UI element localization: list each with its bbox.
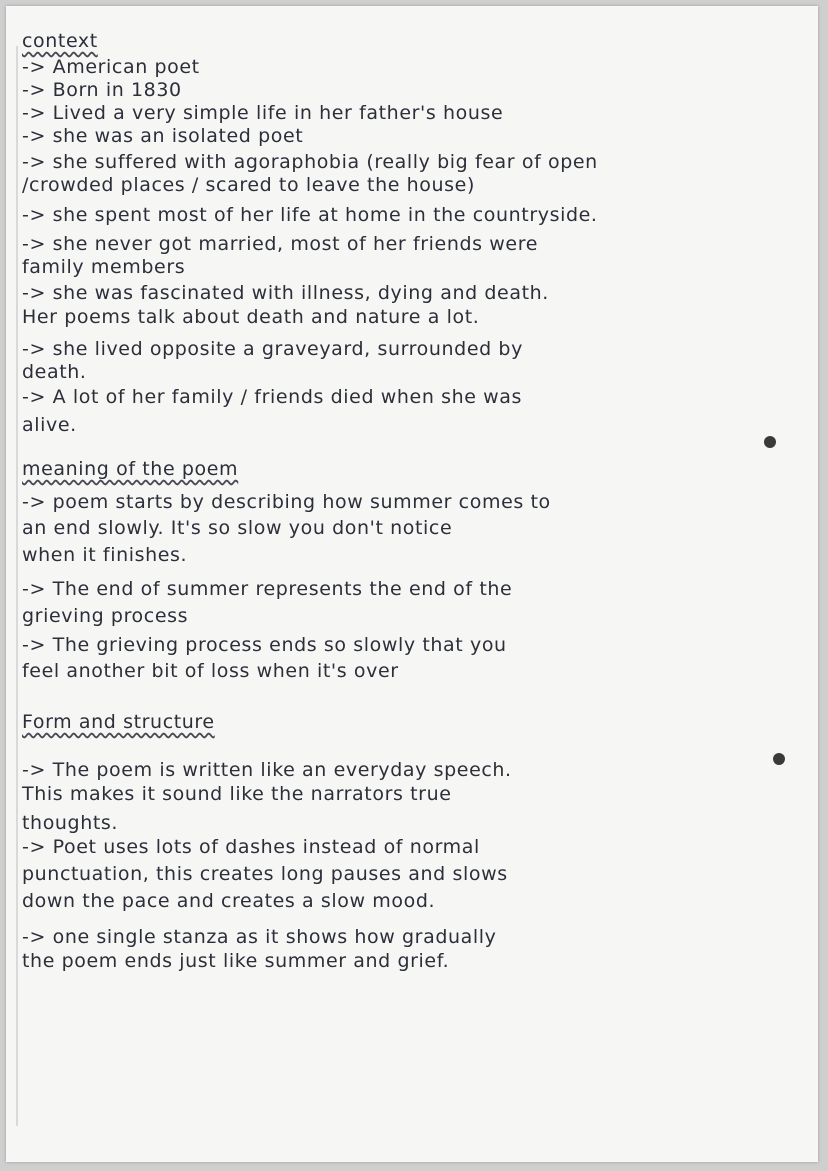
context-line: death.	[22, 361, 87, 383]
context-line: -> she lived opposite a graveyard, surrounded by	[22, 338, 523, 360]
context-line: -> Lived a very simple life in her father's house	[22, 102, 504, 124]
meaning-line: when it finishes.	[22, 544, 188, 566]
meaning-line: -> poem starts by describing how summer comes to	[22, 491, 551, 513]
context-line: -> she suffered with agoraphobia (really big fear of open	[22, 151, 598, 173]
context-line: -> American poet	[22, 56, 200, 78]
punch-hole	[773, 753, 785, 765]
context-line: Her poems talk about death and nature a lot.	[22, 306, 480, 328]
meaning-line: grieving process	[22, 605, 189, 627]
form-line: -> one single stanza as it shows how gradually	[22, 926, 497, 948]
section-heading-form: Form and structure	[22, 711, 215, 733]
context-line: family members	[22, 256, 186, 278]
form-line: -> The poem is written like an everyday speech.	[22, 759, 512, 781]
section-heading-context: context	[22, 30, 98, 52]
context-line: -> she was an isolated poet	[22, 125, 304, 147]
margin-line	[16, 46, 18, 1126]
form-line: the poem ends just like summer and grief.	[22, 950, 450, 972]
context-line: -> Born in 1830	[22, 79, 182, 101]
form-line: thoughts.	[22, 812, 119, 834]
form-line: -> Poet uses lots of dashes instead of normal	[22, 836, 480, 858]
notebook-page	[6, 6, 818, 1162]
context-line: alive.	[22, 414, 77, 436]
meaning-line: -> The end of summer represents the end of the	[22, 578, 513, 600]
context-line: /crowded places / scared to leave the house)	[22, 174, 475, 196]
meaning-line: an end slowly. It's so slow you don't notice	[22, 517, 453, 539]
form-line: This makes it sound like the narrators true	[22, 783, 452, 805]
form-line: punctuation, this creates long pauses and slows	[22, 863, 508, 885]
context-line: -> she never got married, most of her friends were	[22, 233, 539, 255]
meaning-line: feel another bit of loss when it's over	[22, 660, 399, 682]
context-line: -> A lot of her family / friends died when she was	[22, 386, 523, 408]
context-line: -> she spent most of her life at home in the countryside.	[22, 204, 598, 226]
form-line: down the pace and creates a slow mood.	[22, 890, 436, 912]
meaning-line: -> The grieving process ends so slowly that you	[22, 634, 507, 656]
punch-hole	[764, 436, 776, 448]
section-heading-meaning: meaning of the poem	[22, 458, 239, 480]
context-line: -> she was fascinated with illness, dying and death.	[22, 282, 549, 304]
